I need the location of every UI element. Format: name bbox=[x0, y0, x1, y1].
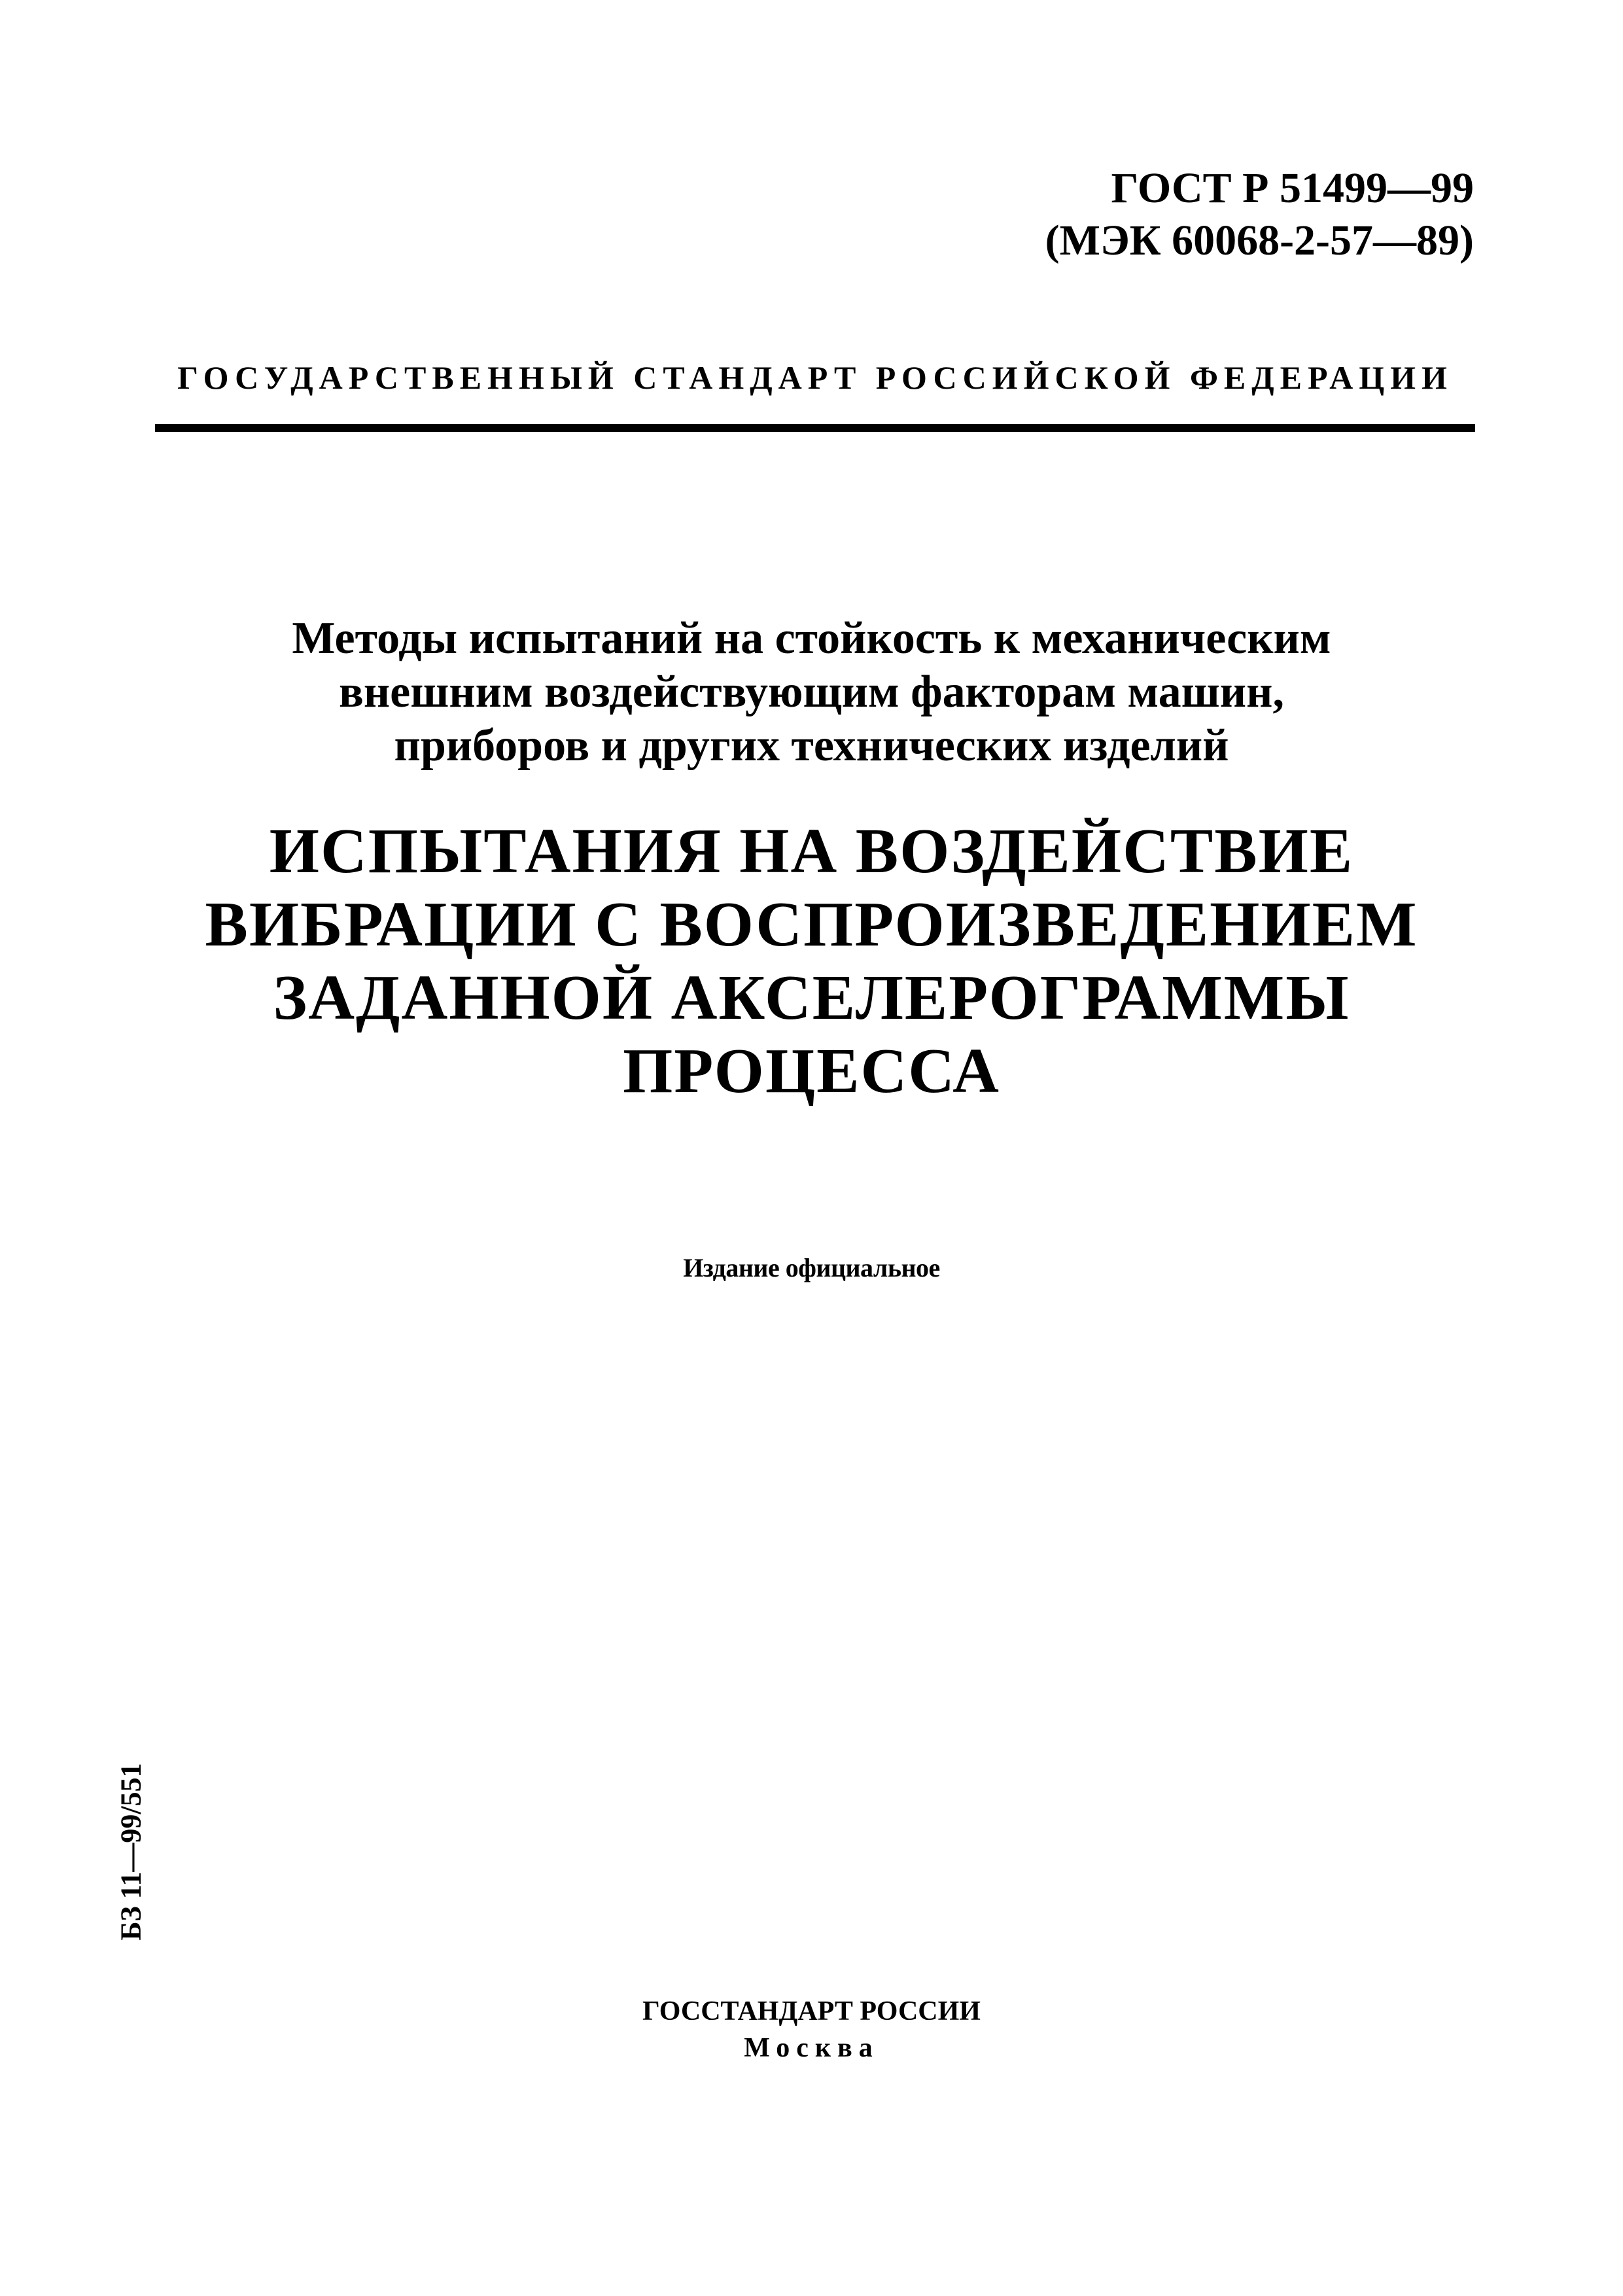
methods-title bbox=[0, 612, 1623, 773]
main-title-line: ВИБРАЦИИ С ВОСПРОИЗВЕДЕНИЕМ bbox=[205, 889, 1418, 960]
standard-designation bbox=[1045, 162, 1474, 267]
publisher-city: Москва bbox=[744, 2033, 879, 2063]
main-title bbox=[0, 815, 1623, 1108]
main-title-line: ПРОЦЕССА bbox=[623, 1036, 1000, 1106]
publisher-name: ГОССТАНДАРТ РОССИИ bbox=[642, 1996, 981, 2026]
methods-title-line: внешним воздействующим факторам машин, bbox=[339, 667, 1284, 717]
main-title-line: ЗАДАННОЙ АКСЕЛЕРОГРАММЫ bbox=[273, 963, 1350, 1033]
methods-title-line: приборов и других технических изделий bbox=[394, 720, 1229, 771]
main-title-line: ИСПЫТАНИЯ НА ВОЗДЕЙСТВИЕ bbox=[269, 816, 1354, 887]
methods-title-line: Методы испытаний на стойкость к механическим bbox=[292, 613, 1331, 663]
standard-header: ГОСУДАРСТВЕННЫЙ СТАНДАРТ РОССИЙСКОЙ ФЕДЕРАЦИИ bbox=[177, 359, 1453, 396]
edition-label: Издание официальное bbox=[683, 1253, 940, 1282]
publisher bbox=[0, 1993, 1623, 2066]
gost-number: ГОСТ Р 51499—99 bbox=[1111, 164, 1474, 212]
iec-number: (МЭК 60068-2-57—89) bbox=[1045, 217, 1474, 264]
header-rule bbox=[155, 424, 1475, 432]
side-code: БЗ 11—99/551 bbox=[114, 1763, 147, 1941]
